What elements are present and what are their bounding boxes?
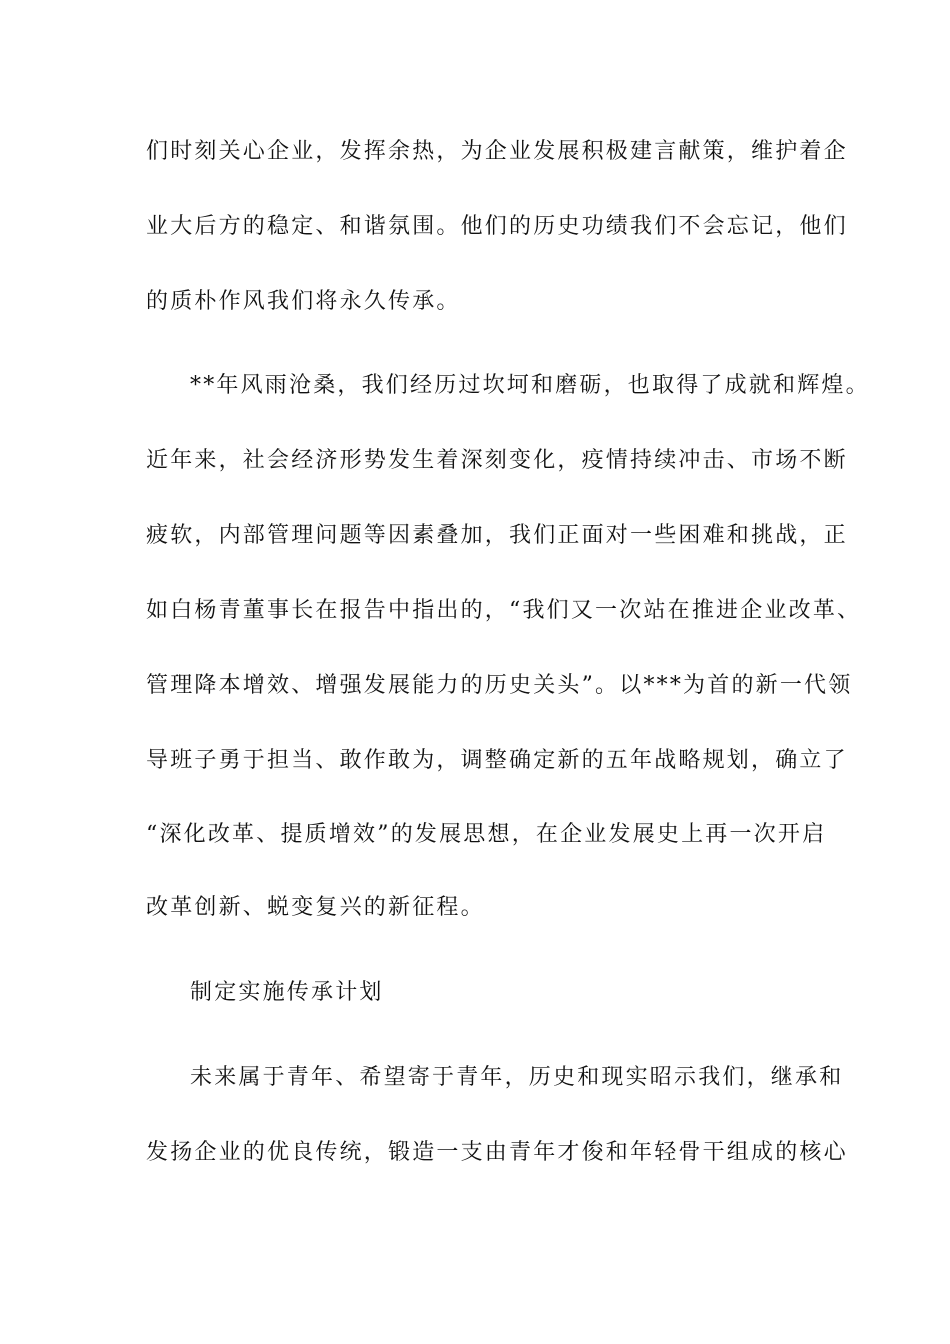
paragraph-line: 发扬企业的优良传统，锻造一支由青年才俊和年轻骨干组成的核心 <box>146 1140 848 1165</box>
paragraph-line: 们时刻关心企业，发挥余热，为企业发展积极建言献策，维护着企 <box>146 139 848 164</box>
paragraph-line: 近年来，社会经济形势发生着深刻变化，疫情持续冲击、市场不断 <box>146 448 848 473</box>
paragraph-line: “深化改革、提质增效”的发展思想，在企业发展史上再一次开启 <box>146 822 827 847</box>
section-heading: 制定实施传承计划 <box>190 980 384 1005</box>
paragraph-line: 的质朴作风我们将永久传承。 <box>146 289 461 314</box>
paragraph-line: **年风雨沧桑，我们经历过坎坷和磨砺，也取得了成就和辉煌。 <box>190 373 870 398</box>
paragraph-line: 疲软，内部管理问题等因素叠加，我们正面对一些困难和挑战，正 <box>146 523 848 548</box>
paragraph-line: 改革创新、蜕变复兴的新征程。 <box>146 895 485 920</box>
paragraph-line: 导班子勇于担当、敢作敢为，调整确定新的五年战略规划，确立了 <box>146 748 848 773</box>
paragraph-line: 业大后方的稳定、和谐氛围。他们的历史功绩我们不会忘记，他们 <box>146 214 848 239</box>
paragraph-line: 未来属于青年、希望寄于青年，历史和现实昭示我们，继承和 <box>190 1065 844 1090</box>
paragraph-line: 管理降本增效、增强发展能力的历史关头”。以***为首的新一代领 <box>146 673 853 698</box>
paragraph-line: 如白杨青董事长在报告中指出的，“我们又一次站在推进企业改革、 <box>146 598 862 623</box>
